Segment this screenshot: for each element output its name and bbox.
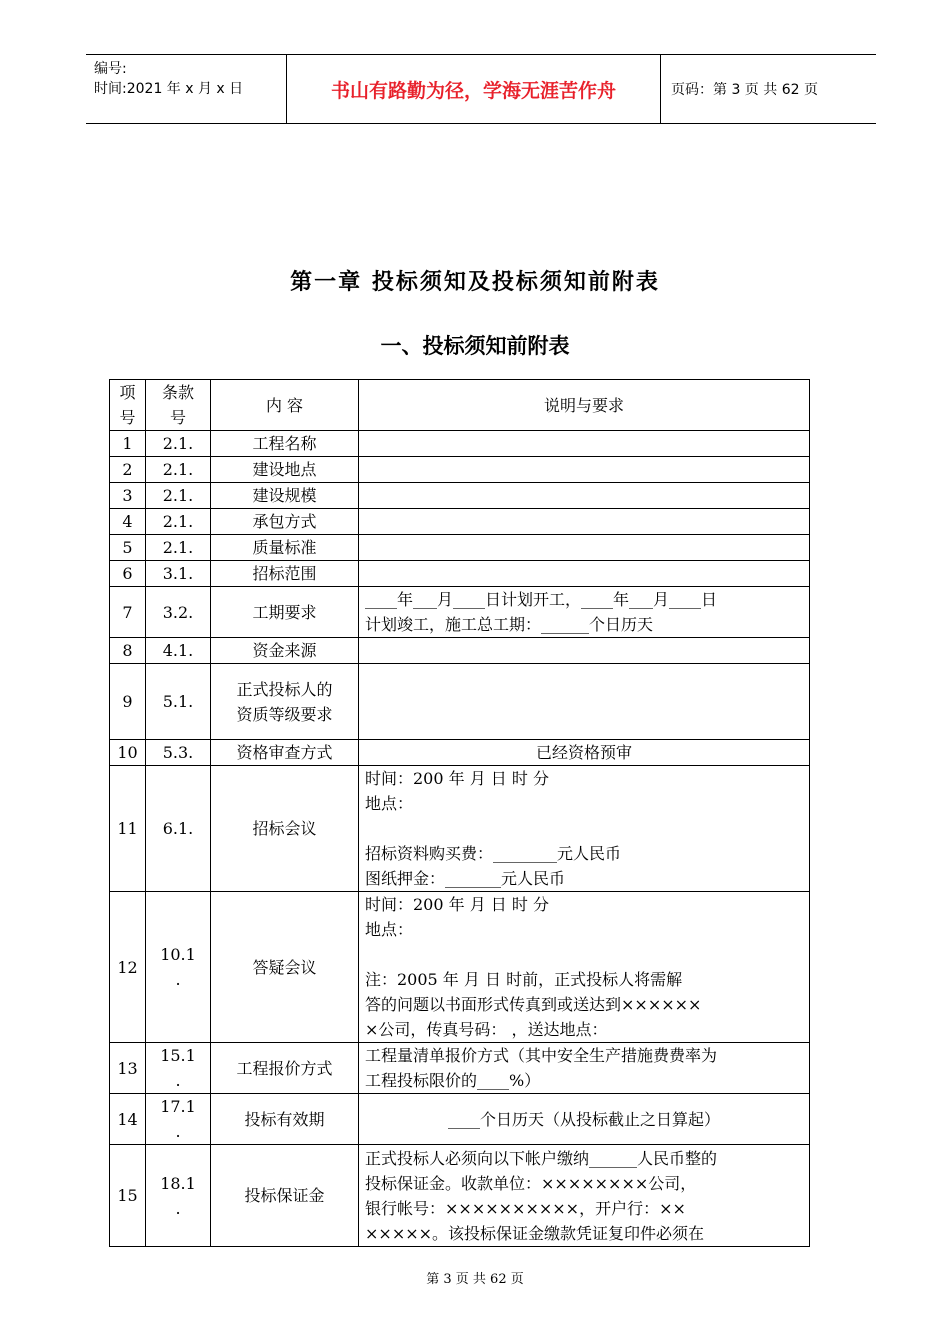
header-cell-clause: 条款 号	[146, 380, 211, 431]
item-name: 工期要求	[211, 587, 359, 638]
clause-number: 10.1 .	[146, 892, 211, 1043]
row-number: 8	[110, 638, 146, 664]
row-number: 3	[110, 483, 146, 509]
requirement-desc: 已经资格预审	[359, 740, 810, 766]
table-row	[110, 1043, 810, 1094]
requirement-desc	[359, 638, 810, 664]
chapter-title: 第一章 投标须知及投标须知前附表	[290, 269, 660, 295]
header-page-number: 页码：第 3 页 共 62 页	[671, 82, 818, 98]
row-number: 10	[110, 740, 146, 766]
table-row	[110, 664, 810, 740]
row-number: 9	[110, 664, 146, 740]
requirement-desc: 工程量清单报价方式（其中安全生产措施费费率为 工程投标限价的____%）	[359, 1043, 810, 1094]
header-meta	[94, 59, 243, 99]
clause-number: 6.1.	[146, 766, 211, 892]
document-number-label: 编号:	[94, 61, 127, 77]
table-row	[110, 457, 810, 483]
clause-number: 2.1.	[146, 509, 211, 535]
requirement-desc: ____个日历天（从投标截止之日算起）	[359, 1094, 810, 1145]
item-name: 投标有效期	[211, 1094, 359, 1145]
requirement-desc	[359, 483, 810, 509]
page-header	[86, 54, 876, 124]
table-row	[110, 740, 810, 766]
table-row	[110, 766, 810, 892]
document-time-label: 时间:2021 年 x 月 x 日	[94, 81, 244, 97]
clause-number: 3.2.	[146, 587, 211, 638]
table-row	[110, 1145, 810, 1247]
table-row	[110, 483, 810, 509]
section-title: 一、投标须知前附表	[380, 333, 570, 358]
clause-number: 2.1.	[146, 535, 211, 561]
header-cell-no: 项 号	[110, 380, 146, 431]
item-name: 建设地点	[211, 457, 359, 483]
table-row	[110, 638, 810, 664]
clause-number: 3.1.	[146, 561, 211, 587]
table-row	[110, 587, 810, 638]
row-number: 14	[110, 1094, 146, 1145]
row-number: 15	[110, 1145, 146, 1247]
item-name: 建设规模	[211, 483, 359, 509]
requirement-desc: 正式投标人必须向以下帐户缴纳______人民币整的 投标保证金。收款单位：××××××××公司， 银行帐号：××××××××××，开户行：×× ×××××。该投标保证金缴款凭证复印件必须在	[359, 1145, 810, 1247]
table-row	[110, 535, 810, 561]
item-name: 承包方式	[211, 509, 359, 535]
clause-number: 2.1.	[146, 431, 211, 457]
requirement-desc	[359, 457, 810, 483]
requirement-desc: 时间：200 年 月 日 时 分 地点： 招标资料购买费：________元人民币 图纸押金：_______元人民币	[359, 766, 810, 892]
table-row	[110, 561, 810, 587]
requirement-desc: 时间：200 年 月 日 时 分 地点： 注：2005 年 月 日 时前，正式投标人将需解 答的问题以书面形式传真到或送达到×××××× ×公司，传真号码： ，送达地点：	[359, 892, 810, 1043]
requirement-desc	[359, 535, 810, 561]
item-name: 资金来源	[211, 638, 359, 664]
item-name: 正式投标人的 资质等级要求	[211, 664, 359, 740]
page-footer: 第 3 页 共 62 页	[426, 1272, 524, 1287]
item-name: 质量标准	[211, 535, 359, 561]
item-name: 工程名称	[211, 431, 359, 457]
clause-number: 4.1.	[146, 638, 211, 664]
row-number: 11	[110, 766, 146, 892]
requirement-desc	[359, 561, 810, 587]
table-header-row	[110, 380, 810, 431]
item-name: 投标保证金	[211, 1145, 359, 1247]
item-name: 招标范围	[211, 561, 359, 587]
row-number: 2	[110, 457, 146, 483]
clause-number: 2.1.	[146, 483, 211, 509]
row-number: 5	[110, 535, 146, 561]
requirement-desc: ____年___月____日计划开工，____年___月____日 计划竣工，施工总工期：______个日历天	[359, 587, 810, 638]
clause-number: 17.1 .	[146, 1094, 211, 1145]
header-motto: 书山有路勤为径，学海无涯苦作舟	[330, 79, 616, 102]
clause-number: 2.1.	[146, 457, 211, 483]
row-number: 4	[110, 509, 146, 535]
row-number: 12	[110, 892, 146, 1043]
clause-number: 5.1.	[146, 664, 211, 740]
item-name: 资格审查方式	[211, 740, 359, 766]
table-row	[110, 892, 810, 1043]
requirement-desc	[359, 509, 810, 535]
header-cell-desc: 说明与要求	[359, 380, 810, 431]
item-name: 工程报价方式	[211, 1043, 359, 1094]
bidding-instructions-table	[109, 379, 810, 1247]
clause-number: 5.3.	[146, 740, 211, 766]
row-number: 13	[110, 1043, 146, 1094]
header-cell-item: 内 容	[211, 380, 359, 431]
table-row	[110, 1094, 810, 1145]
clause-number: 15.1 .	[146, 1043, 211, 1094]
row-number: 7	[110, 587, 146, 638]
row-number: 6	[110, 561, 146, 587]
item-name: 招标会议	[211, 766, 359, 892]
row-number: 1	[110, 431, 146, 457]
requirement-desc	[359, 664, 810, 740]
item-name: 答疑会议	[211, 892, 359, 1043]
table-row	[110, 431, 810, 457]
requirement-desc	[359, 431, 810, 457]
clause-number: 18.1 .	[146, 1145, 211, 1247]
table-row	[110, 509, 810, 535]
